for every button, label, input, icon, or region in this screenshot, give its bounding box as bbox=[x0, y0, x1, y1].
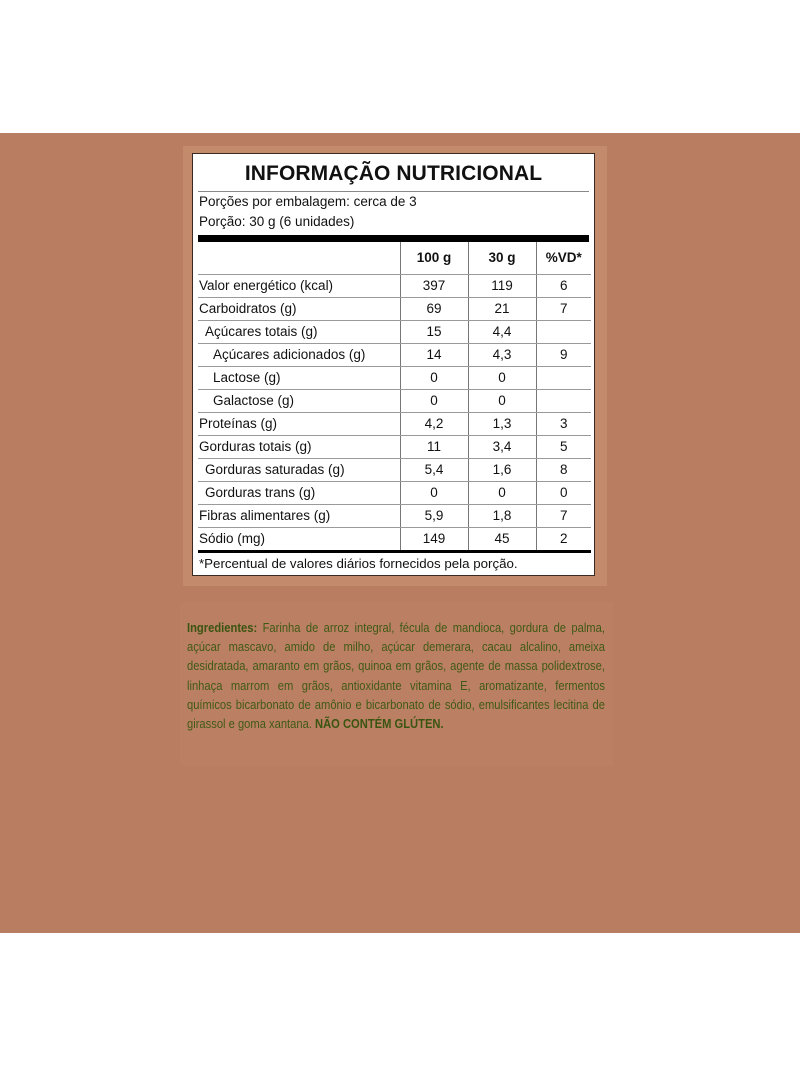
value-per-serving: 1,8 bbox=[468, 505, 536, 528]
value-per-serving: 1,6 bbox=[468, 459, 536, 482]
header-label bbox=[198, 242, 400, 275]
nutrition-table bbox=[198, 242, 591, 553]
value-daily-percent: 3 bbox=[536, 413, 591, 436]
table-header-row bbox=[198, 242, 591, 275]
value-per-100g: 14 bbox=[400, 344, 468, 367]
table-row bbox=[198, 413, 591, 436]
value-daily-percent bbox=[536, 367, 591, 390]
value-per-100g: 0 bbox=[400, 482, 468, 505]
ingredients-heading: Ingredientes: bbox=[187, 620, 258, 635]
gluten-warning: NÃO CONTÉM GLÚTEN. bbox=[315, 716, 444, 732]
nutrient-name: Proteínas (g) bbox=[198, 413, 400, 436]
nutrient-name: Açúcares adicionados (g) bbox=[198, 344, 400, 367]
nutrient-name: Galactose (g) bbox=[198, 390, 400, 413]
value-daily-percent bbox=[536, 390, 591, 413]
table-row bbox=[198, 321, 591, 344]
value-per-100g: 0 bbox=[400, 367, 468, 390]
servings-per-package: Porções por embalagem: cerca de 3 bbox=[199, 194, 417, 209]
table-row bbox=[198, 298, 591, 321]
table-row bbox=[198, 390, 591, 413]
nutrient-name: Gorduras saturadas (g) bbox=[198, 459, 400, 482]
nutrient-name: Fibras alimentares (g) bbox=[198, 505, 400, 528]
value-daily-percent: 8 bbox=[536, 459, 591, 482]
value-daily-percent: 0 bbox=[536, 482, 591, 505]
nutrient-name: Carboidratos (g) bbox=[198, 298, 400, 321]
value-per-100g: 69 bbox=[400, 298, 468, 321]
nutrient-name: Gorduras trans (g) bbox=[198, 482, 400, 505]
value-per-serving: 4,4 bbox=[468, 321, 536, 344]
value-per-serving: 0 bbox=[468, 482, 536, 505]
value-daily-percent: 6 bbox=[536, 275, 591, 298]
ingredients-panel bbox=[180, 602, 613, 766]
value-daily-percent: 9 bbox=[536, 344, 591, 367]
value-per-100g: 397 bbox=[400, 275, 468, 298]
header-daily-value: %VD* bbox=[536, 242, 591, 275]
value-daily-percent bbox=[536, 321, 591, 344]
value-per-serving: 119 bbox=[468, 275, 536, 298]
ingredients-list: Farinha de arroz integral, fécula de mandioca, gordura de palma, açúcar mascavo, amido de milho, açúcar demerara, cacau alcalino, ameixa desidratada, amaranto em grãos, quinoa em grãos, agente de massa polidextrose, linhaça marrom em grãos, antioxidante vitamina E, aromatizante, fermentos químicos bicarbonato de amônio e bicarbonato de sódio, emulsificantes lecitina de girassol e goma xantana. bbox=[187, 620, 605, 732]
value-daily-percent: 7 bbox=[536, 505, 591, 528]
serving-size: Porção: 30 g (6 unidades) bbox=[199, 214, 355, 229]
thick-divider bbox=[198, 235, 589, 242]
header-per-100g: 100 g bbox=[400, 242, 468, 275]
value-per-serving: 45 bbox=[468, 528, 536, 552]
table-row bbox=[198, 275, 591, 298]
nutrition-facts-label bbox=[192, 153, 595, 576]
value-daily-percent: 7 bbox=[536, 298, 591, 321]
value-per-100g: 11 bbox=[400, 436, 468, 459]
ingredients-text bbox=[187, 618, 605, 733]
nutrient-name: Lactose (g) bbox=[198, 367, 400, 390]
label-title: INFORMAÇÃO NUTRICIONAL bbox=[244, 162, 543, 185]
table-row bbox=[198, 482, 591, 505]
table-row bbox=[198, 505, 591, 528]
value-per-serving: 4,3 bbox=[468, 344, 536, 367]
table-row bbox=[198, 528, 591, 552]
value-per-serving: 1,3 bbox=[468, 413, 536, 436]
value-per-100g: 15 bbox=[400, 321, 468, 344]
value-per-100g: 4,2 bbox=[400, 413, 468, 436]
nutrient-name: Gorduras totais (g) bbox=[198, 436, 400, 459]
table-row bbox=[198, 344, 591, 367]
value-per-100g: 5,9 bbox=[400, 505, 468, 528]
value-per-100g: 0 bbox=[400, 390, 468, 413]
value-per-serving: 0 bbox=[468, 390, 536, 413]
value-per-serving: 3,4 bbox=[468, 436, 536, 459]
table-row bbox=[198, 367, 591, 390]
value-per-serving: 0 bbox=[468, 367, 536, 390]
header-per-serving: 30 g bbox=[468, 242, 536, 275]
nutrient-name: Açúcares totais (g) bbox=[198, 321, 400, 344]
value-per-100g: 5,4 bbox=[400, 459, 468, 482]
value-per-serving: 21 bbox=[468, 298, 536, 321]
nutrient-name: Sódio (mg) bbox=[198, 528, 400, 552]
value-per-100g: 149 bbox=[400, 528, 468, 552]
nutrient-name: Valor energético (kcal) bbox=[198, 275, 400, 298]
table-row bbox=[198, 459, 591, 482]
footnote: *Percentual de valores diários fornecidos pela porção. bbox=[199, 556, 518, 571]
value-daily-percent: 2 bbox=[536, 528, 591, 552]
value-daily-percent: 5 bbox=[536, 436, 591, 459]
table-row bbox=[198, 436, 591, 459]
